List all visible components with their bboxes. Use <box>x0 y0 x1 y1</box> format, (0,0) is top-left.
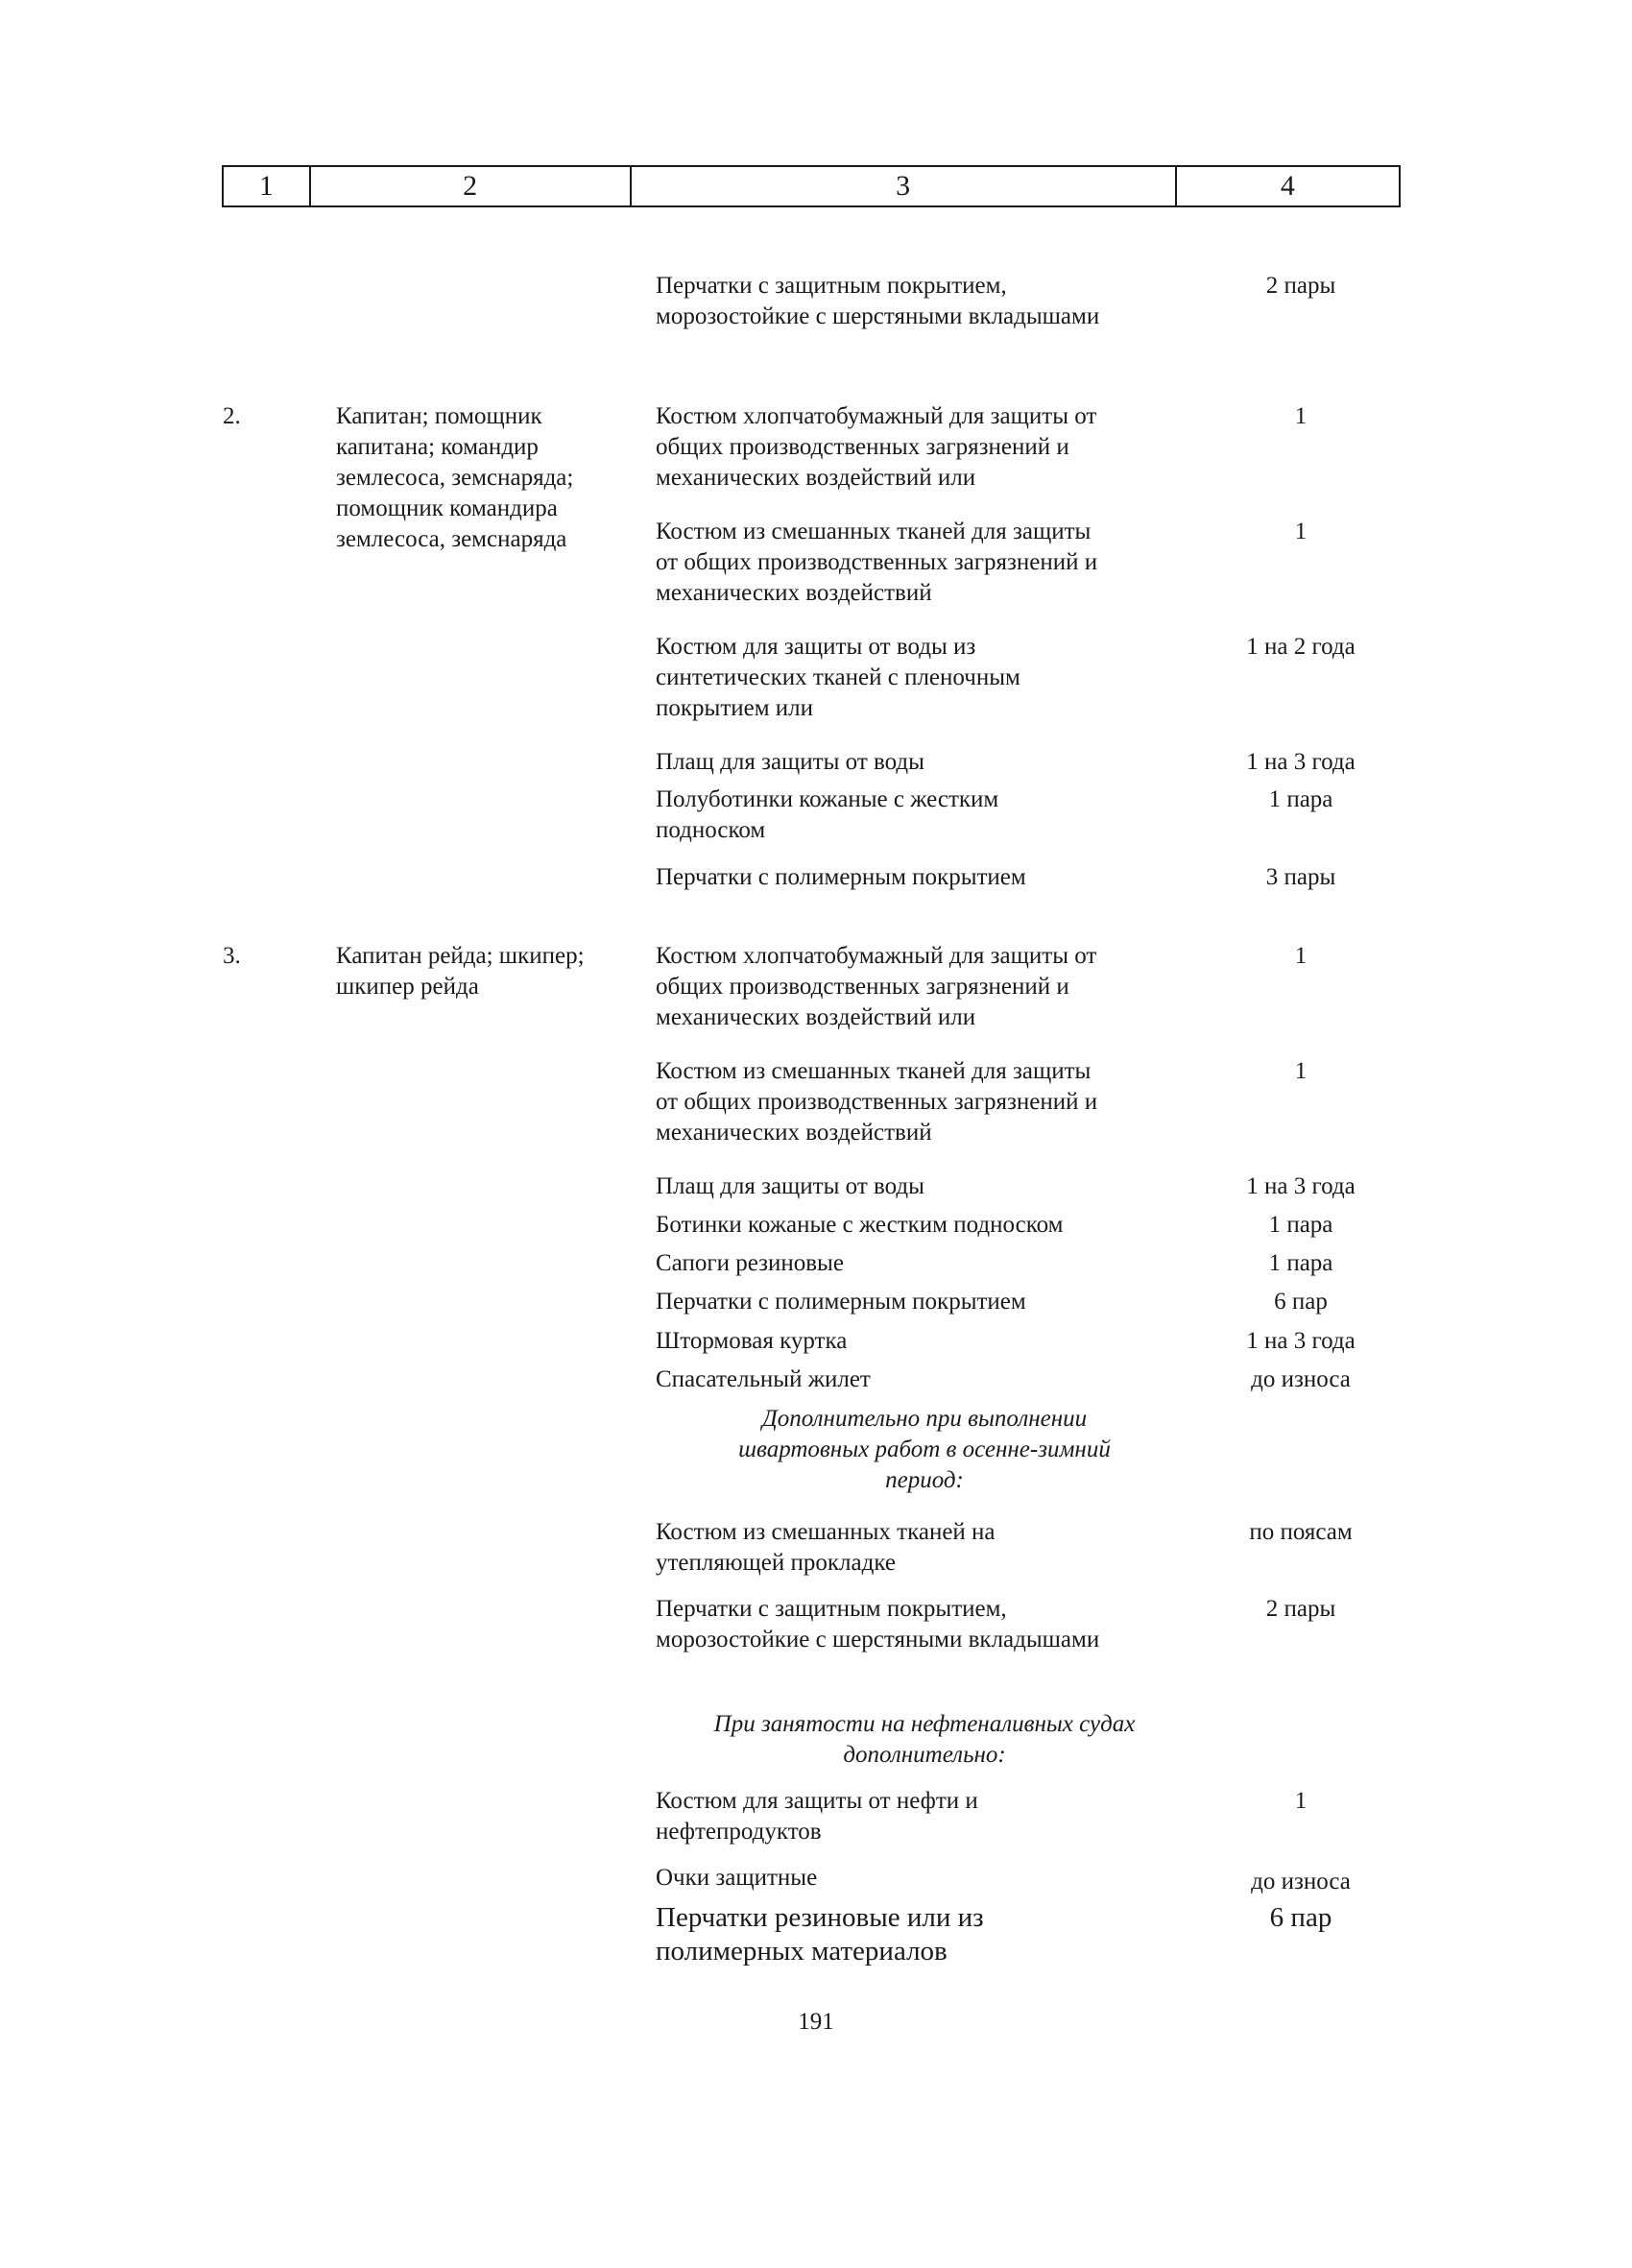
item-name: Спасательный жилет <box>656 1366 871 1392</box>
item-qty: 1 пара <box>1268 1250 1333 1276</box>
item-name: Перчатки с защитным покрытием, морозостойкие с шерстяными вкладышами <box>656 273 1100 329</box>
item-name: Костюм из смешанных тканей для защиты от общих производственных загрязнений и механических воздействий <box>656 519 1098 606</box>
item-name: Плащ для защиты от воды <box>656 749 924 775</box>
item-qty: 1 <box>1294 519 1308 544</box>
item-name: Костюм для защиты от нефти и нефтепродуктов <box>656 1788 978 1845</box>
page-number: 191 <box>798 2009 834 2035</box>
header-col-1: 1 <box>224 167 311 205</box>
item-name: Сапоги резиновые <box>656 1250 844 1276</box>
item-name: Очки защитные <box>656 1865 818 1891</box>
row-number: 3. <box>223 943 241 969</box>
header-col-2: 2 <box>311 167 632 205</box>
item-qty: 1 пара <box>1268 786 1333 812</box>
item-qty: 1 пара <box>1268 1212 1333 1238</box>
item-qty: 6 пар <box>1269 1902 1332 1933</box>
item-qty: 1 <box>1294 943 1308 969</box>
item-qty: 1 на 3 года <box>1246 749 1356 775</box>
position-title: Капитан рейда; шкипер; шкипер рейда <box>336 943 585 1000</box>
item-qty: по поясам <box>1249 1519 1353 1545</box>
item-qty: до износа <box>1251 1366 1351 1392</box>
item-qty: 6 пар <box>1274 1289 1328 1315</box>
additional-heading: Дополнительно при выполнении швартовных работ в осенне-зимний период: <box>738 1406 1111 1493</box>
row-number: 2. <box>223 403 241 429</box>
item-name: Плащ для защиты от воды <box>656 1173 924 1199</box>
item-name: Штормовая куртка <box>656 1328 848 1354</box>
item-qty: 2 пары <box>1265 1596 1336 1622</box>
item-qty: 1 на 3 года <box>1246 1173 1356 1199</box>
item-name: Перчатки резиновые или из полимерных материалов <box>656 1902 984 1966</box>
position-title: Капитан; помощник капитана; командир землесоса, земснаряда; помощник командира землесоса, земснаряда <box>336 403 574 552</box>
item-qty: 1 на 3 года <box>1246 1328 1356 1354</box>
item-name: Перчатки с защитным покрытием, морозостойкие с шерстяными вкладышами <box>656 1596 1100 1653</box>
item-name: Полуботинки кожаные с жестким подноском <box>656 786 999 843</box>
column-number-header <box>222 165 1401 207</box>
header-col-3: 3 <box>632 167 1177 205</box>
item-qty: 1 <box>1294 403 1308 429</box>
item-name: Костюм из смешанных тканей на утепляющей прокладке <box>656 1519 996 1576</box>
item-name: Перчатки с полимерным покрытием <box>656 864 1026 890</box>
oil-tanker-heading: При занятости на нефтеналивных судах дополнительно: <box>713 1711 1136 1768</box>
item-qty: до износа <box>1251 1869 1351 1894</box>
item-qty: 1 на 2 года <box>1246 634 1356 660</box>
item-name: Ботинки кожаные с жестким подноском <box>656 1212 1064 1238</box>
item-name: Костюм хлопчатобумажный для защиты от общих производственных загрязнений и механических воздействий или <box>656 943 1097 1030</box>
item-qty: 1 <box>1294 1058 1308 1084</box>
item-name: Костюм из смешанных тканей для защиты от общих производственных загрязнений и механических воздействий <box>656 1058 1098 1146</box>
item-name: Костюм хлопчатобумажный для защиты от общих производственных загрязнений и механических воздействий или <box>656 403 1097 491</box>
item-qty: 3 пары <box>1265 864 1336 890</box>
header-col-4: 4 <box>1280 170 1295 202</box>
item-qty: 1 <box>1294 1788 1308 1814</box>
item-name: Перчатки с полимерным покрытием <box>656 1289 1026 1315</box>
item-name: Костюм для защиты от воды из синтетических тканей с пленочным покрытием или <box>656 634 1020 721</box>
item-qty: 2 пары <box>1265 273 1336 299</box>
